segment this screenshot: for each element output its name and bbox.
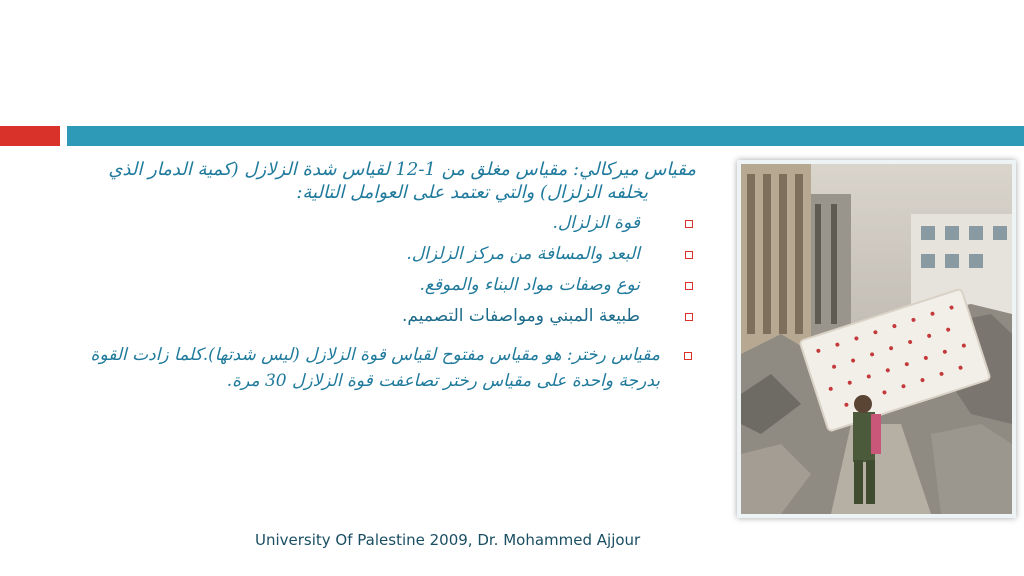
list-item: [30, 243, 700, 266]
list-item: [30, 274, 700, 297]
intro-line-1: مقياس ميركالي: مقياس مغلق من 1-12 لقياس شدة الزلازل (كمية الدمار الذي: [108, 159, 696, 180]
slide-content: [30, 158, 700, 402]
hollow-square-bullet-icon: [685, 313, 693, 321]
intro-line-2: يخلفه الزلزال) والتي تعتمد على العوامل التالية:: [296, 182, 648, 203]
accent-bar-teal: [67, 126, 1024, 146]
hollow-square-bullet-icon: [684, 352, 692, 360]
bullet-list: [30, 212, 700, 394]
footer-credit: University Of Palestine 2009, Dr. Mohammed Ajjour: [255, 531, 641, 549]
hollow-square-bullet-icon: [685, 220, 693, 228]
hollow-square-bullet-icon: [685, 251, 693, 259]
list-item: [30, 342, 700, 394]
list-item-text: طبيعة المبني ومواصفات التصميم.: [402, 306, 640, 326]
list-item-text: البعد والمسافة من مركز الزلزال.: [406, 244, 640, 264]
list-item: [30, 305, 700, 328]
hollow-square-bullet-icon: [685, 282, 693, 290]
list-item-text: مقياس رختر: هو مقياس مفتوح لقياس قوة الزلازل (ليس شدتها).كلما زادت القوة بدرجة واحدة على مقياس رختر تصاعفت قوة الزلازل 30 مرة.: [90, 345, 660, 391]
intro-paragraph: [30, 158, 700, 204]
accent-bar-red: [0, 126, 60, 146]
list-item-text: نوع وصفات مواد البناء والموقع.: [419, 275, 640, 295]
list-item-text: قوة الزلزال.: [552, 213, 640, 233]
earthquake-scene-illustration: [741, 164, 1012, 514]
earthquake-photo: [737, 160, 1016, 518]
list-item: [30, 212, 700, 235]
